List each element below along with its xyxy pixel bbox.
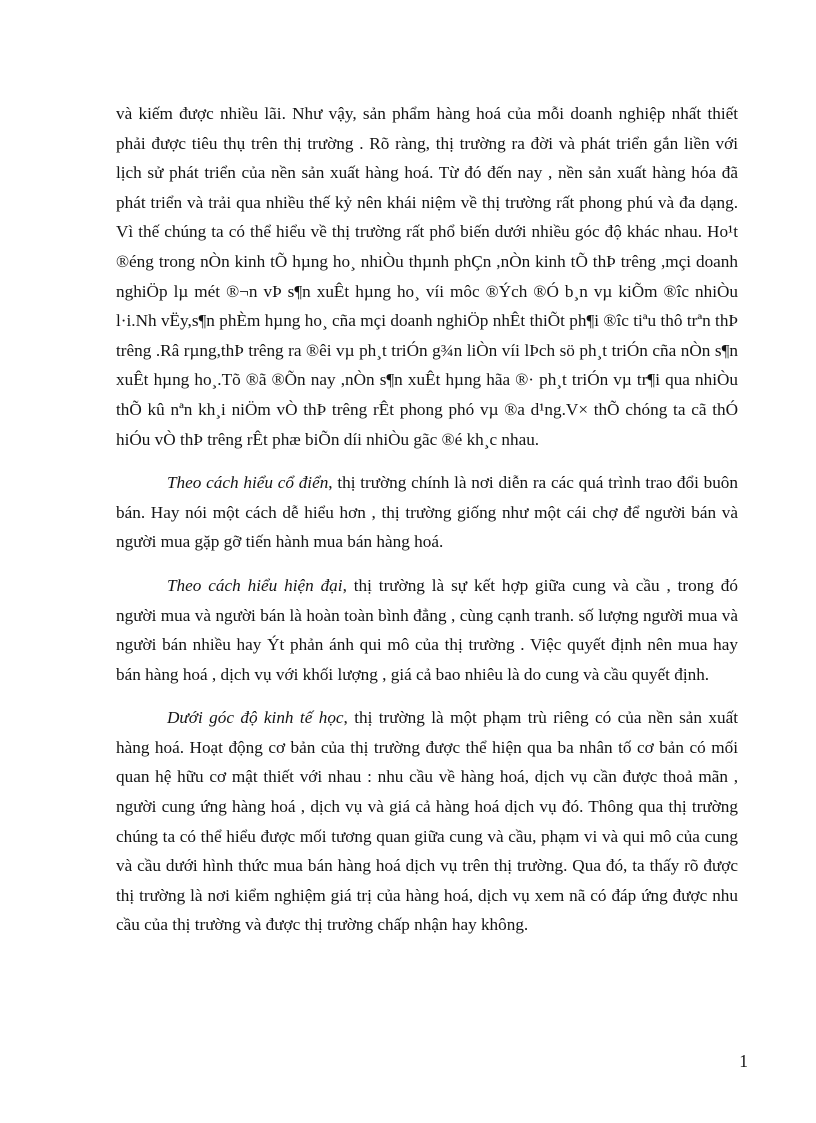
paragraph-1 [116, 99, 738, 454]
paragraph-2-text: , thị trường chính là nơi diễn ra các quá trình trao đổi buôn bán. Hay nói một cách dễ hiểu hơn , thị trường giống như một cái chợ để người bán và người mua gặp gỡ tiến hành mua bán hàng hoá. [116, 473, 738, 552]
paragraph-3-text: , thị trường là sự kết hợp giữa cung và cầu , trong đó người mua và người bán là hoàn toàn bình đẳng , cùng cạnh tranh. số lượng người mua và người bán nhiều hay Ýt phản ánh qui mô của thị trường . Việc quyết định nên mua hay bán hàng hoá , dịch vụ với khối lượng , giá cả bao nhiêu là do cung và cầu quyết định. [116, 575, 738, 684]
paragraph-3-lead: Theo cách hiểu hiện đại [167, 575, 343, 595]
paragraph-4-text: , thị trường là một phạm trù riêng có của nền sản xuất hàng hoá. Hoạt động cơ bản của thị trường được thể hiện qua ba nhân tố cơ bản có mối quan hệ hữu cơ mật thiết với nhau : nhu cầu về hàng hoá, dịch vụ cần được thoả mãn , người cung ứng hàng hoá , dịch vụ và giá cả hàng hoá dịch vụ đó. Thông qua thị trường chúng ta có thể hiểu được mối tương quan giữa cung và cầu, phạm vi và qui mô của cung và cầu dưới hình thức mua bán hàng hoá dịch vụ trên thị trường. Qua đó, ta thấy rõ được thị trường là nơi kiểm nghiệm giá trị của hàng hoá, dịch vụ xem nã có đáp ứng được nhu cầu của thị trường và được thị trường chấp nhận hay không. [116, 708, 738, 935]
paragraph-2 [116, 468, 738, 557]
paragraph-2-lead: Theo cách hiểu cổ điển [167, 473, 329, 493]
paragraph-4 [116, 703, 738, 940]
paragraph-3 [116, 571, 738, 689]
paragraph-4-lead: Dưới góc độ kinh tế học [167, 708, 344, 728]
document-body [116, 99, 738, 954]
paragraph-1-text: và kiếm được nhiều lãi. Như vậy, sản phẩm hàng hoá của mỗi doanh nghiệp nhất thiết phải được tiêu thụ trên thị trường . Rõ ràng, thị trường ra đời và phát triển gắn liền với lịch sử phát triển của nền sản xuất hàng hoá. Từ đó đến nay , nền sản xuất hàng hóa đã phát triển và trải qua nhiều thế kỷ nên khái niệm về thị trường rất phong phú và đa dạng. Vì thế chúng ta có thể hiểu về thị trường rất phổ biến dưới nhiều góc độ khác nhau. Ho¹t ®éng trong nÒn kinh tÕ hµng ho¸ nhiÒu thµnh phÇn ,nÒn kinh tÕ thÞ trêng ,mçi doanh nghiÖp lµ mét ®¬n vÞ s¶n xuÊt hµng ho¸ víi môc ®Ých ®Ó b¸n vµ kiÕm ®îc nhiÒu l·i.Nh vËy,s¶n phÈm hµng ho¸ cña mçi doanh nghiÖp nhÊt thiÕt ph¶i ®îc tiªu thô trªn thÞ trêng .Râ rµng,thÞ trêng ra ®êi vµ ph¸t triÓn g¾n liÒn víi lÞch sö ph¸t triÓn cña nÒn s¶n xuÊt hµng ho¸.Tõ ®ã ®Õn nay ,nÒn s¶n xuÊt hµng hãa ®· ph¸t triÓn vµ tr¶i qua nhiÒu thÕ kû nªn kh¸i niÖm vÒ thÞ trêng rÊt phong phó vµ ®a d¹ng.V× thÕ chóng ta cã thÓ hiÓu vÒ thÞ trêng rÊt phæ biÕn díi nhiÒu gãc ®é kh¸c nhau. [116, 104, 738, 449]
page-number: 1 [739, 1051, 748, 1071]
